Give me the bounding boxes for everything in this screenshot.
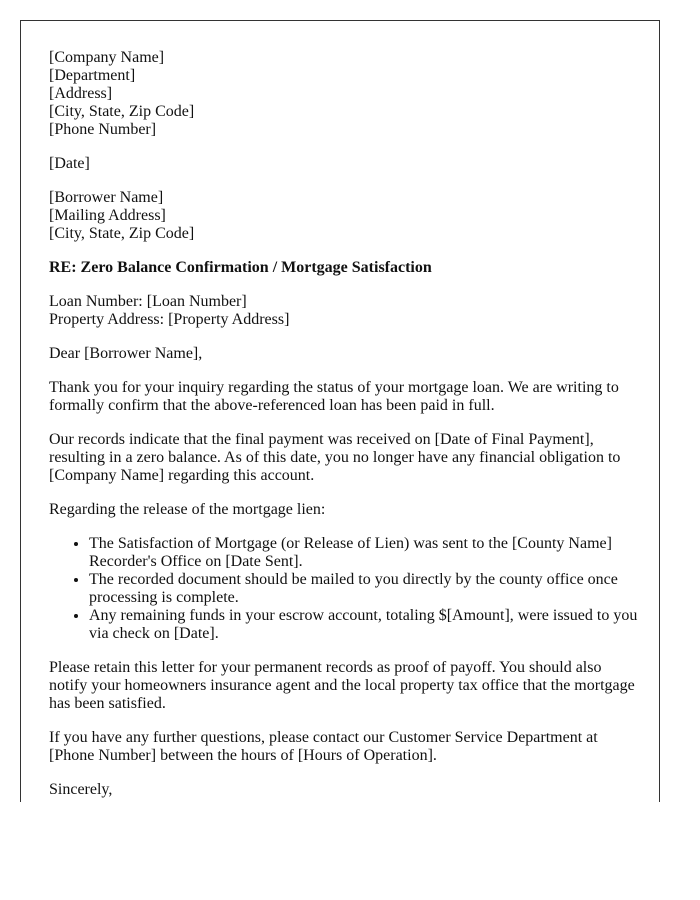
paragraph-lien-release: Regarding the release of the mortgage lien: xyxy=(49,501,326,518)
sender-block xyxy=(49,49,639,139)
letter-date: [Date] xyxy=(49,155,90,172)
loan-number: Loan Number: [Loan Number] xyxy=(49,293,247,310)
recipient-city-state-zip: [City, State, Zip Code] xyxy=(49,225,195,242)
closing: Sincerely, xyxy=(49,781,113,798)
sender-address: [Address] xyxy=(49,85,113,102)
paragraph-retain-letter: Please retain this letter for your permanent records as proof of payoff. You should also notify your homeowners insurance agent and the local property tax office that the mortgage has been satisfied. xyxy=(49,659,635,712)
recipient-name: [Borrower Name] xyxy=(49,189,164,206)
sender-company: [Company Name] xyxy=(49,49,165,66)
loan-info xyxy=(49,293,639,329)
recipient-block xyxy=(49,189,639,243)
paragraph-intro: Thank you for your inquiry regarding the status of your mortgage loan. We are writing to formally confirm that the above-referenced loan has been paid in full. xyxy=(49,379,619,414)
sender-department: [Department] xyxy=(49,67,136,84)
paragraph-contact: If you have any further questions, please contact our Customer Service Department at [Phone Number] between the hours of [Hours of Operation]. xyxy=(49,729,598,764)
sender-city-state-zip: [City, State, Zip Code] xyxy=(49,103,195,120)
paragraph-final-payment: Our records indicate that the final payment was received on [Date of Final Payment], resulting in a zero balance. As of this date, you no longer have any financial obligation to [Company Name] regarding this account. xyxy=(49,431,621,484)
subject-line: RE: Zero Balance Confirmation / Mortgage Satisfaction xyxy=(49,259,432,276)
list-item: • The Satisfaction of Mortgage (or Release of Lien) was sent to the [County Name] Recorder's Office on [Date Sent]. xyxy=(89,535,639,571)
sender-phone: [Phone Number] xyxy=(49,121,157,138)
letter-content xyxy=(49,49,639,802)
salutation: Dear [Borrower Name], xyxy=(49,345,203,362)
letter-page xyxy=(20,20,660,802)
lien-details-list xyxy=(49,535,639,643)
list-item: • Any remaining funds in your escrow account, totaling $[Amount], were issued to you via check on [Date]. xyxy=(89,607,639,643)
recipient-mailing-address: [Mailing Address] xyxy=(49,207,166,224)
property-address: Property Address: [Property Address] xyxy=(49,311,290,328)
list-item: • The recorded document should be mailed to you directly by the county office once processing is complete. xyxy=(89,571,639,607)
